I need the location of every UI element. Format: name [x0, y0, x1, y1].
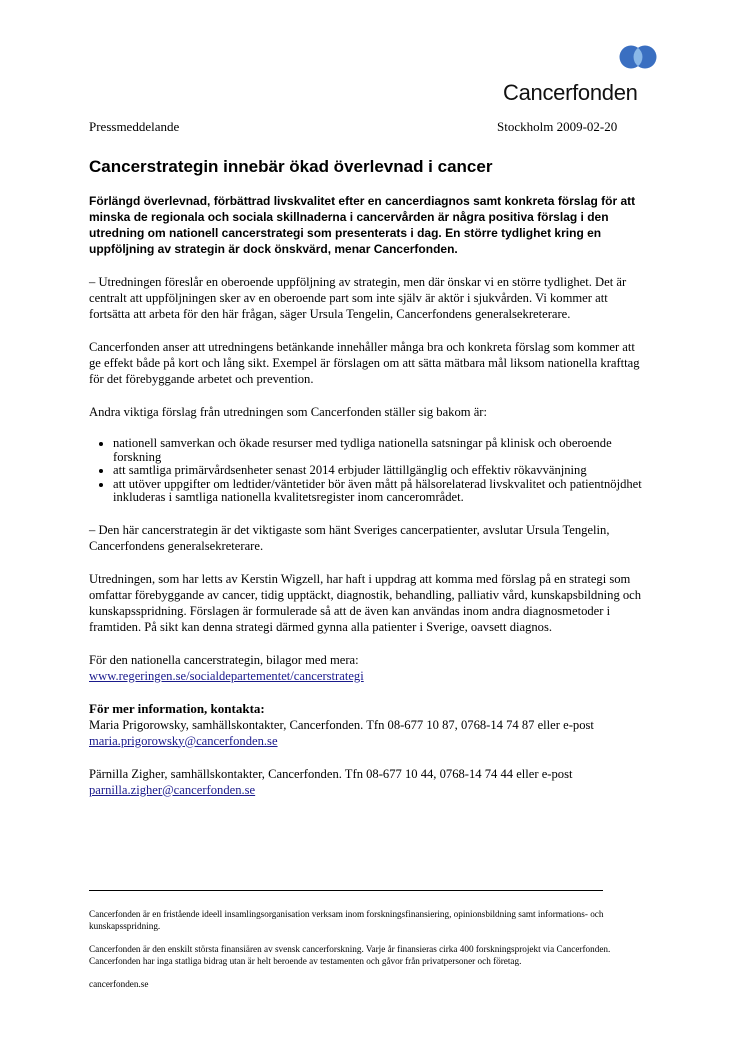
paragraph: – Den här cancerstrategin är det viktigaste som hänt Sveriges cancerpatienter, avslutar Ursula Tengelin, Cancerfondens generalsekreterare. — [89, 522, 610, 553]
footer-site: cancerfonden.se — [89, 979, 149, 989]
contact-person: Maria Prigorowsky, samhällskontakter, Cancerfonden. Tfn 08-677 10 87, 0768-14 74 87 eller e-post — [89, 717, 594, 732]
contact-block — [89, 701, 649, 749]
footer — [89, 908, 649, 1001]
list-item: • att utöver uppgifter om ledtider/väntetider bör även mått på hälsorelaterad livskvalitet och patientnöjdhet inkluderas i samtliga nationella kvalitetsregister inom cancerområdet. — [113, 478, 649, 505]
resources-text: För den nationella cancerstrategin, bilagor med mera: — [89, 652, 359, 667]
email-link[interactable]: maria.prigorowsky@cancerfonden.se — [89, 733, 278, 748]
list-item: • nationell samverkan och ökade resurser med tydliga nationella satsningar på klinisk och oberoende forskning — [113, 437, 649, 464]
paragraph: Andra viktiga förslag från utredningen som Cancerfonden ställer sig bakom är: — [89, 405, 487, 419]
footer-divider — [89, 890, 603, 891]
footer-text: Cancerfonden är en fristående ideell insamlingsorganisation verksam inom forskningsfinansiering, opinionsbildning samt informations- och kunskapsspridning. — [89, 909, 604, 931]
lead-paragraph: Förlängd överlevnad, förbättrad livskvalitet efter en cancerdiagnos samt konkreta förslag för att minska de regionala och sociala skillnaderna i cancervården är några positiva förslag i den utredning om nationell cancerstrategi som presenterats i dag. En större tydlighet kring en uppföljning av strategin är dock önskvärd, menar Cancerfonden. — [89, 194, 636, 256]
paragraph: – Utredningen föreslår en oberoende uppföljning av strategin, men där önskar vi en större tydlighet. Det är centralt att uppföljningen sker av en oberoende part som inte själv är aktör i sjukvården. Vi kommer att fortsätta att arbeta för den här frågan, säger Ursula Tengelin, Cancerfondens generalsekreterare. — [89, 275, 627, 321]
paragraph: Utredningen, som har letts av Kerstin Wigzell, har haft i uppdrag att komma med förslag på en strategi som omfattar förebyggande av cancer, tidig upptäckt, diagnostik, behandling, palliativ vård, kunskapsbildning och kunskapsspridning. Förslagen är formulerade så att de även kan användas inom andra diagnosmetoder i framtiden. På sikt kan denna strategi därmed gynna alla patienter i Sverige, oavsett diagnos. — [89, 571, 642, 634]
paragraph: Cancerfonden anser att utredningens betänkande innehåller många bra och konkreta förslag som kommer att ge effekt både på kort och lång sikt. Exempel är förslagen om att sätta mätbara mål liksom nationella krafttag för det förebyggande arbetet och prevention. — [89, 340, 640, 386]
page-title: Cancerstrategin innebär ökad överlevnad i cancer — [89, 157, 493, 176]
article-body — [89, 193, 649, 815]
resources-block — [89, 652, 649, 684]
document-type: Pressmeddelande — [89, 119, 180, 134]
footer-text: Cancerfonden är den enskilt största finansiären av svensk cancerforskning. Varje år finansieras cirka 400 forskningsprojekt via Cancerfonden. Cancerfonden har inga statliga bidrag utan är helt beroende av testamenten och gåvor från privatpersoner och företag. — [89, 944, 611, 966]
contact-block — [89, 766, 649, 798]
contact-heading: För mer information, kontakta: — [89, 700, 265, 716]
logo-wordmark: Cancerfonden — [503, 80, 638, 105]
contact-person: Pärnilla Zigher, samhällskontakter, Cancerfonden. Tfn 08-677 10 44, 0768-14 74 44 eller e-post — [89, 766, 573, 781]
email-link[interactable]: parnilla.zigher@cancerfonden.se — [89, 782, 256, 797]
list-item: • att samtliga primärvårdsenheter senast 2014 erbjuder lättillgänglig och effektiv rökavvänjning — [113, 464, 649, 478]
place-date: Stockholm 2009-02-20 — [497, 119, 618, 134]
proposal-list — [89, 437, 649, 505]
cancerstrategi-link[interactable]: www.regeringen.se/socialdepartementet/cancerstrategi — [89, 668, 364, 683]
logo-circles-icon — [618, 44, 658, 70]
cancerfonden-logo — [503, 42, 663, 108]
